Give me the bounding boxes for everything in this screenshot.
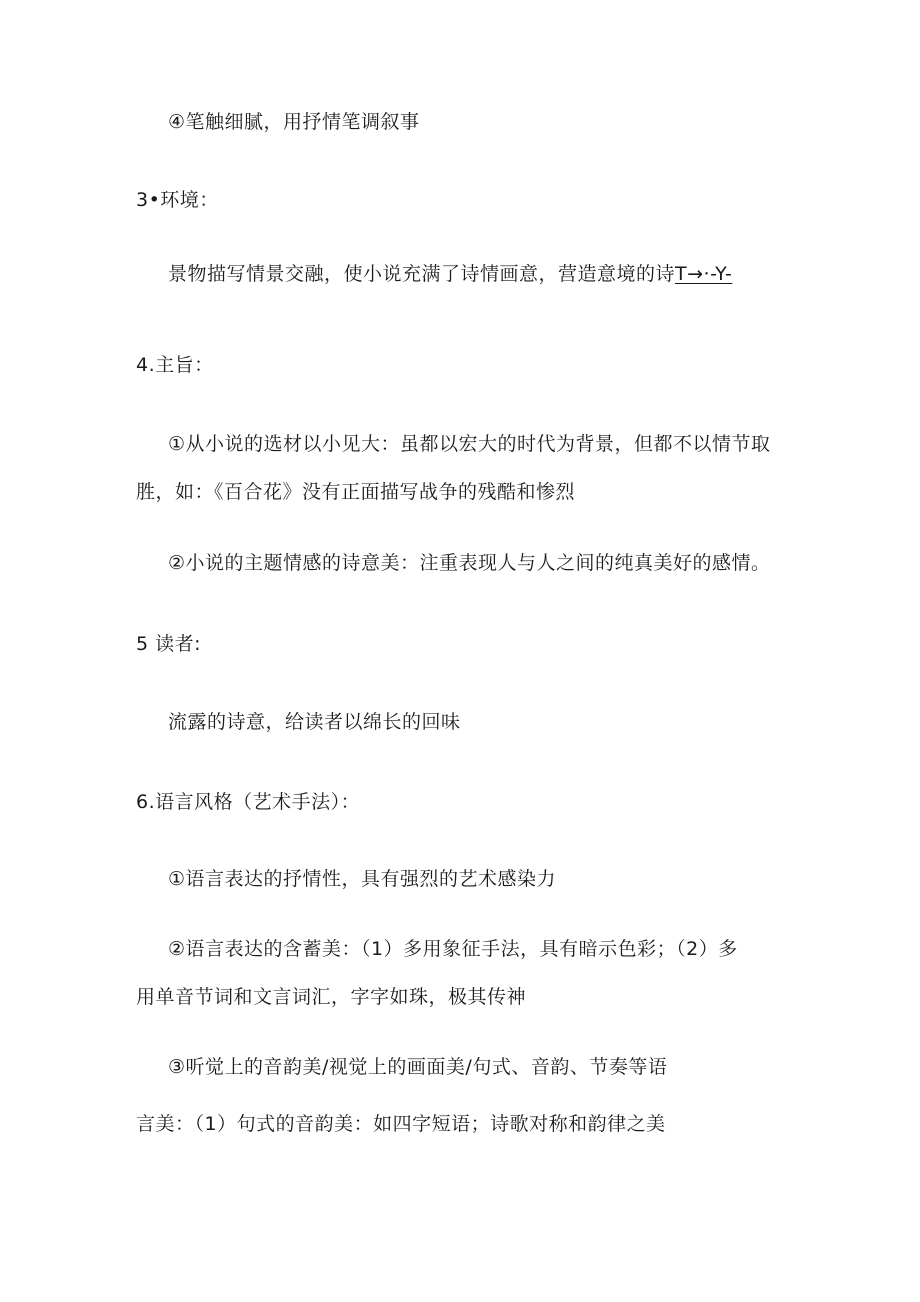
heading-language-style-text: 6.语言风格（艺术手法）： [136,791,361,813]
paragraph-environment-tail: T→·-Y- [675,263,733,285]
paragraph-theme-2-text: ②小说的主题情感的诗意美：注重表现人与人之间的纯真美好的感情。 [168,552,771,574]
paragraph-theme-2 [168,551,771,575]
heading-environment [136,188,219,212]
item-brushwork-text: ④笔触细腻，用抒情笔调叙事 [168,111,420,133]
paragraph-language-3-line-1-text: ③听觉上的音韵美/视觉上的画面美/句式、音韵、节奏等语 [168,1056,668,1078]
paragraph-language-1 [168,867,556,891]
paragraph-language-2-line-2-text: 用单音节词和文言词汇，字字如珠，极其传神 [136,986,527,1008]
paragraph-language-2-line-2 [136,985,526,1009]
paragraph-language-2-line-1 [168,937,738,961]
heading-environment-text: 3•环境： [136,189,219,211]
item-brushwork [168,110,420,134]
heading-theme [136,353,214,377]
paragraph-language-1-text: ①语言表达的抒情性，具有强烈的艺术感染力 [168,868,557,890]
heading-theme-text: 4.主旨： [136,354,214,376]
paragraph-theme-1-line-1 [168,432,771,456]
paragraph-language-3-line-2 [136,1112,666,1136]
paragraph-readers-text: 流露的诗意，给读者以绵长的回味 [168,711,461,733]
paragraph-theme-1-line-1-text: ①从小说的选材以小见大：虽都以宏大的时代为背景，但都不以情节取 [168,433,771,455]
paragraph-theme-1-line-2-text: 胜，如：《百合花》没有正面描写战争的残酷和惨烈 [136,481,576,503]
paragraph-readers [168,710,461,734]
heading-language-style [136,790,360,814]
heading-readers [136,632,201,656]
paragraph-language-3-line-1 [168,1055,667,1079]
heading-readers-text: 5 读者: [136,633,202,655]
paragraph-language-3-line-2-text: 言美：（1）句式的音韵美：如四字短语；诗歌对称和韵律之美 [136,1113,666,1135]
paragraph-language-2-line-1-text: ②语言表达的含蓄美：（1）多用象征手法，具有暗示色彩；（2）多 [168,938,738,960]
paragraph-environment [168,262,732,286]
paragraph-theme-1-line-2 [136,480,575,504]
paragraph-environment-text: 景物描写情景交融，使小说充满了诗情画意，营造意境的诗 [168,263,676,285]
